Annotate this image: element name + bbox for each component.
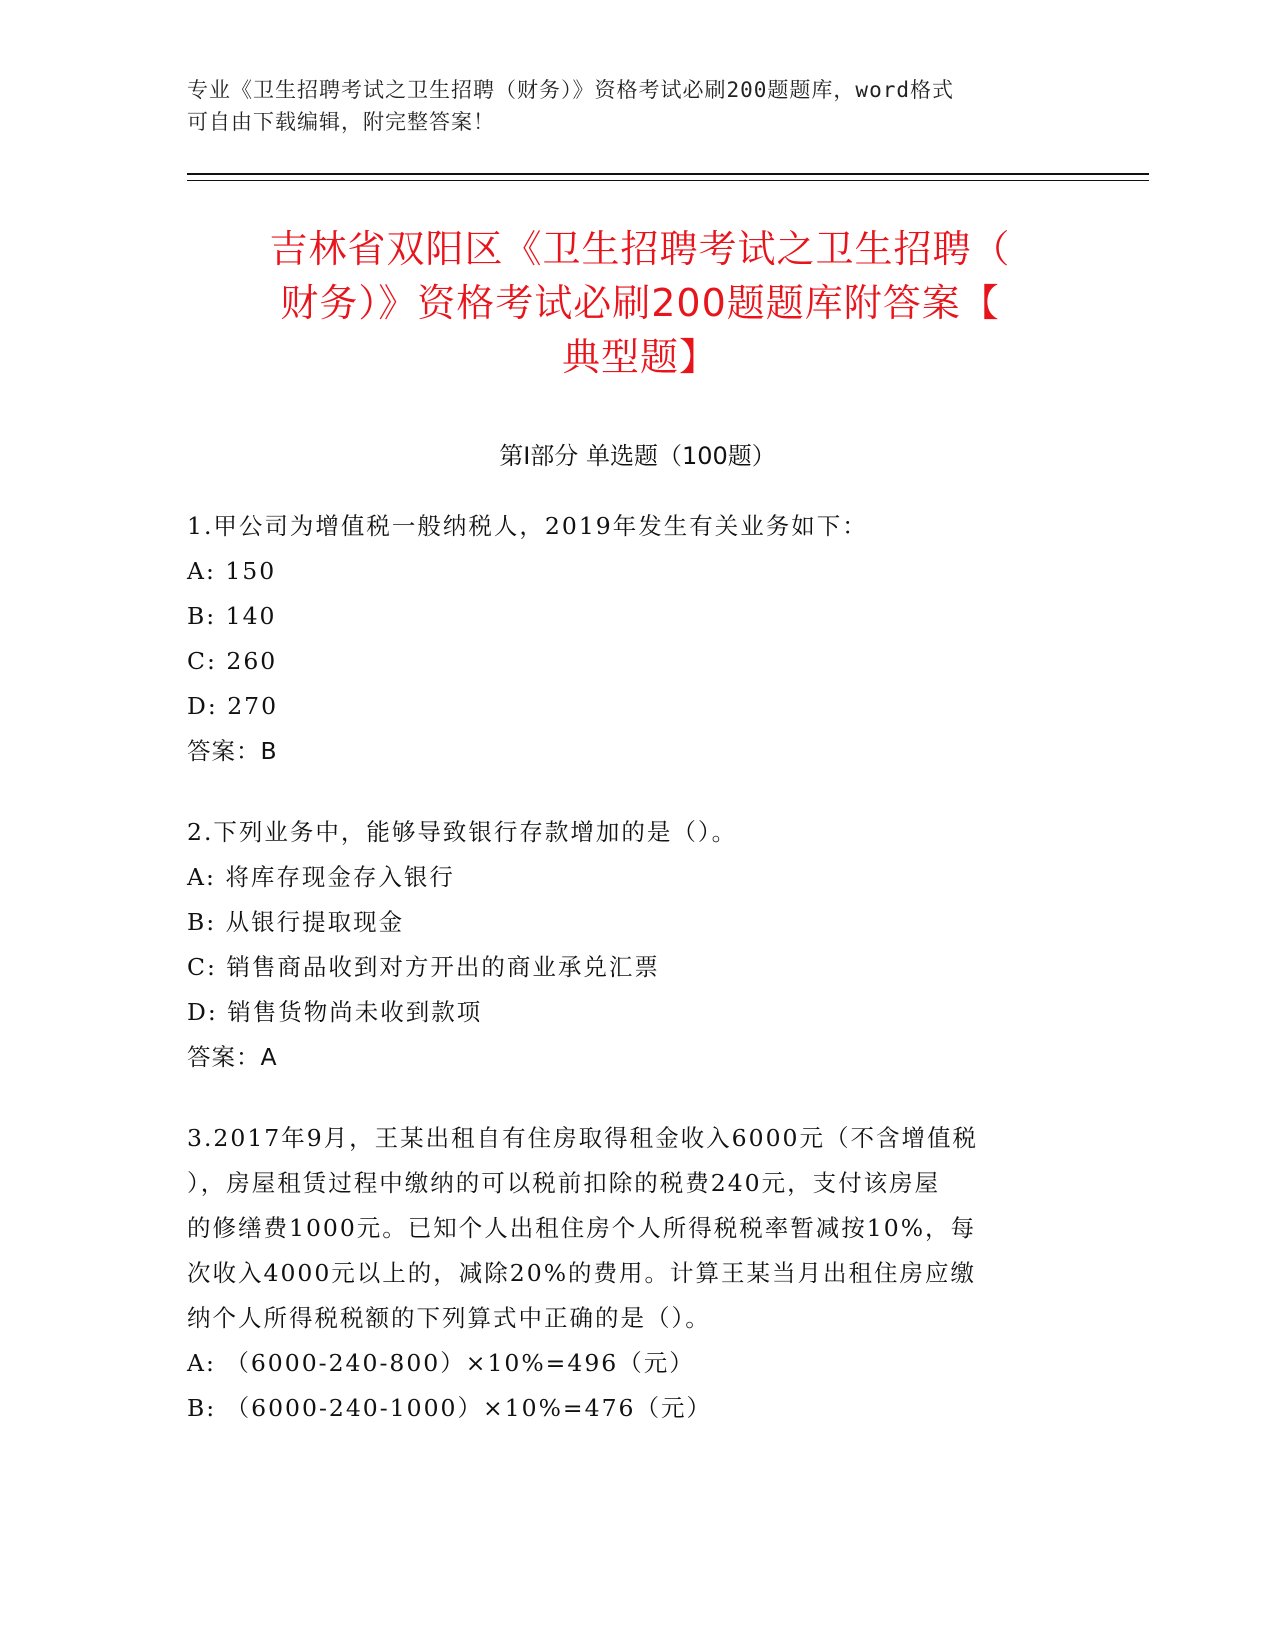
option-d: D: 销售货物尚未收到款项 [187,998,483,1026]
option-c: C: 260 [187,647,278,675]
question-3 [187,1116,1087,1431]
header-divider-thin [187,180,1149,181]
section-heading: 第Ⅰ部分 单选题（100题） [499,442,776,470]
answer: 答案：A [187,1043,278,1071]
header-divider-thick [187,173,1149,175]
title-line-2: 财务）》资格考试必刷200题题库附答案【 [280,281,1000,325]
page-title [190,222,1090,384]
document-header [187,74,1067,138]
question-stem: 1.甲公司为增值税一般纳税人，2019年发生有关业务如下： [187,512,868,540]
option-b: B: 140 [187,602,277,630]
question-stem-line-1: 3.2017年9月，王某出租自有住房取得租金收入6000元（不含增值税 [187,1124,978,1152]
question-stem-line-4: 次收入4000元以上的，减除20%的费用。计算王某当月出租住房应缴 [187,1259,977,1287]
header-line-2: 可自由下载编辑，附完整答案！ [187,110,495,134]
question-2 [187,810,1087,1080]
title-line-3: 典型题】 [561,335,718,379]
header-line-1: 专业《卫生招聘考试之卫生招聘（财务）》资格考试必刷200题题库，word格式 [187,78,954,102]
question-stem: 2.下列业务中，能够导致银行存款增加的是（）。 [187,818,738,846]
title-line-1: 吉林省双阳区《卫生招聘考试之卫生招聘（ [269,227,1011,271]
option-a: A: 将库存现金存入银行 [187,863,455,891]
question-stem-line-3: 的修缮费1000元。已知个人出租住房个人所得税税率暂减按10%，每 [187,1214,977,1242]
question-stem-line-5: 纳个人所得税税额的下列算式中正确的是（）。 [187,1304,711,1332]
option-a: A: 150 [187,557,277,585]
option-c: C: 销售商品收到对方开出的商业承兑汇票 [187,953,660,981]
option-d: D: 270 [187,692,279,720]
answer: 答案：B [187,737,278,765]
question-1 [187,504,1087,774]
option-a: A: （6000-240-800）×10%=496（元） [187,1349,695,1377]
option-b: B: 从银行提取现金 [187,908,405,936]
question-stem-line-2: ），房屋租赁过程中缴纳的可以税前扣除的税费240元，支付该房屋 [187,1169,941,1197]
option-b: B: （6000-240-1000）×10%=476（元） [187,1394,712,1422]
